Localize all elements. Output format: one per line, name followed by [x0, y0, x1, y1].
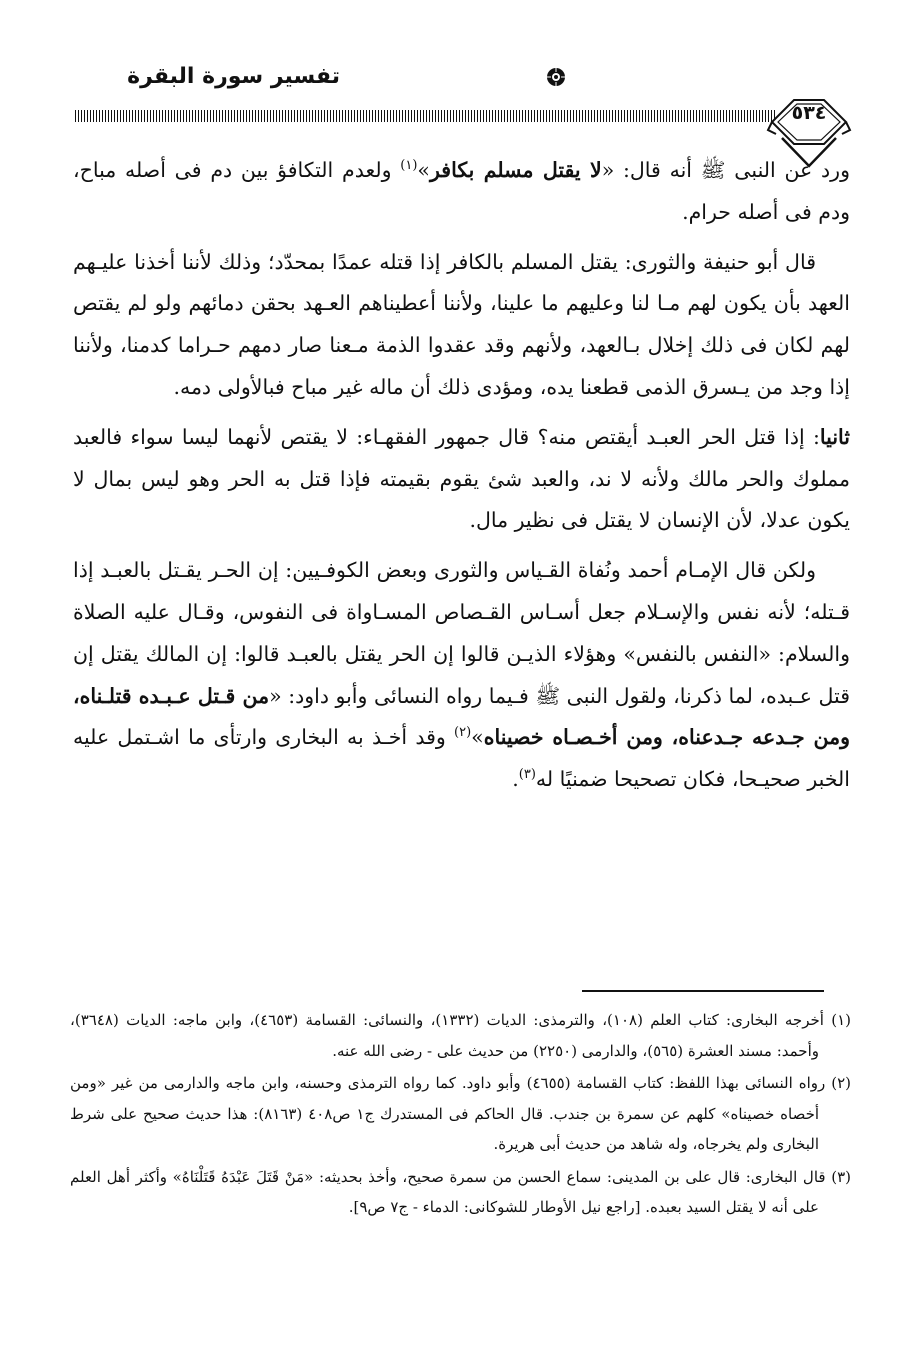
- hadith-quote: من قـتل عـبـده قتلـناه، ومن جـدعه جـدعناه، ومن أخـصـاه خصيناه: [73, 683, 850, 750]
- hadith-quote: لا يقتل مسلم بكافر: [429, 158, 602, 182]
- paragraph-3: [73, 417, 850, 542]
- paragraph-2: قال أبو حنيفة والثورى: يقتل المسلم بالكافر إذا قتله عمدًا بمحدّد؛ وذلك لأننا أخذنا عليـهم العهد بأن يكون لهم مـا لنا وعليهم ما علينا، ولأننا أعطيناهم العـهد بحقن دمائهم ولو لم يقتص لهم لكان فى ذلك إخلال بـالعهد، ولأنهم وقد عقدوا الذمة مـعنا صار دمهم حـراما كدمنا، ولأننا إذا وجد من يـسرق الذمى قطعنا يده، ومؤدى ذلك أن ماله غير مباح فبالأولى دمه.: [73, 249, 850, 399]
- text-run: »: [471, 725, 484, 750]
- footnote-ref[interactable]: (٢): [454, 725, 472, 741]
- main-text: [73, 150, 850, 809]
- footnote-2: (٢) رواه النسائى بهذا اللفظ: كتاب القسامة (٤٦٥٥) وأبو داود. كما رواه الترمذى وحسنه، وابن ماجه والدارمى من غير «ومن أخصاه خصيناه» كلهم عن سمرة بن جندب. قال الحاكم فى المستدرك ج١ ص٤٠٨ (٨١٦٣): هذا حديث صحيح على شرط البخارى ولم يخرجاه، وله شاهد من حديث أبى هريرة.: [70, 1074, 851, 1153]
- footnote-divider: [582, 990, 824, 992]
- text-run: »: [417, 158, 430, 182]
- text-run: .: [512, 767, 519, 792]
- paragraph-1: [73, 150, 850, 234]
- text-run: وقد أخـذ به البخارى وارتأى ما اشـتمل عليه الخبر صحيـحا، فكان تصحيحا ضمنيًا له: [73, 725, 850, 792]
- text-run: ورد عن النبى ﷺ أنه قال: «: [601, 158, 850, 182]
- footnote-3: (٣) قال البخارى: قال على بن المدينى: سماع الحسن من سمرة صحيح، وأخذ بحديثه: «مَنْ قَتَلَ عَبْدَهُ قَتَلْنَاهُ» وأكثر أهل العلم على أنه لا يقتل السيد بعبده. [راجع نيل الأوطار للشوكانى: الدماء - ج٧ ص٩].: [70, 1167, 851, 1216]
- footnotes: [70, 1005, 851, 1225]
- page-number: ٥٣٤: [791, 102, 827, 124]
- flower-ornament-icon: [545, 66, 567, 88]
- header-rule: [75, 110, 775, 122]
- section-label: ثانيا: [819, 424, 850, 449]
- text-run: ولكن قال الإمـام أحمد ونُفاة القـياس والثورى وبعض الكوفـيين: إن الحـر يقـتل بالعبـد إذا قـتله؛ لأنه نفس والإسـلام جعل أسـاس القـصاص المسـاواة فى النفوس، وقـال عليه الصلاة والسلام: «النفس بالنفس» وهؤلاء الذيـن قالوا إن الحر يقتل بالعبـد قالوا: إن المالك يقتل إن قتل عـبده، لما ذكرنا، ولقول النبى ﷺ فـيما رواه النسائى وأبو داود: «: [73, 558, 850, 708]
- footnote-ref[interactable]: (٣): [518, 767, 536, 783]
- text-run: : إذا قتل الحر العبـد أيقتص منه؟ قال جمهور الفقهـاء: لا يقتص لأنهما ليسا سواء فالعبد مملوك والحر مالك ولأنه لا ند، والعبد شئ يقوم بقيمته فإذا قتل به الحر وهو ليس بمال لا يكون عدلا، لأن الإنسان لا يقتل فى نظير مال.: [73, 424, 850, 533]
- footnote-ref[interactable]: (١): [400, 158, 418, 174]
- paragraph-4: [73, 550, 850, 801]
- running-title: تفسير سورة البقرة: [127, 64, 340, 89]
- footnote-1: (١) أخرجه البخارى: كتاب العلم (١٠٨)، والترمذى: الديات (١٣٣٢)، والنسائى: القسامة (٤٦٥٣)، وابن ماجه: الديات (٣٦٤٨)، وأحمد: مسند العشرة (٥٦٥)، والدارمى (٢٢٥٠) من حديث على - رضى الله عنه.: [70, 1011, 851, 1060]
- text-run: ولعدم التكافؤ بين دم فى أصله مباح، ودم فى أصله حرام.: [73, 158, 850, 224]
